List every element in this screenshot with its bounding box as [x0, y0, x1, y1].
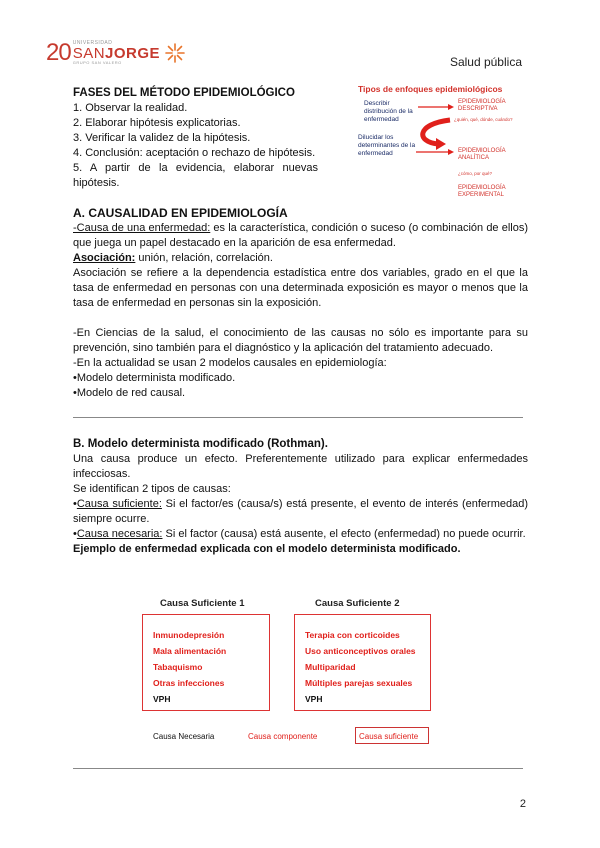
actualidad-paragraph: -En la actualidad se usan 2 modelos causales en epidemiología:	[73, 357, 387, 369]
enfoques-diagram	[350, 82, 530, 207]
divider	[73, 417, 523, 418]
diagram-descriptiva-note: ¿quién, qué, dónde, cuándo?	[454, 117, 513, 122]
asociacion-text: unión, relación, correlación.	[135, 252, 273, 264]
causalidad-section	[73, 206, 528, 401]
ciencias-paragraph: -En Ciencias de la salud, el conocimiento de las causas no sólo es importante para su prevención, sino también para el diagnóstico y la aplicación del tratamiento adecuado.	[73, 327, 528, 354]
diagram-left-top: Describir distribución de la enfermedad	[364, 100, 413, 123]
cs1-item: Tabaquismo	[153, 662, 203, 672]
asociacion-label: Asociación:	[73, 252, 136, 264]
sun-logo-icon	[164, 42, 186, 64]
legend-necesaria: Causa Necesaria	[153, 732, 215, 741]
logo-univ: UNIVERSIDAD	[72, 40, 113, 46]
causalidad-title: A. CAUSALIDAD EN EPIDEMIOLOGÍA	[73, 206, 288, 220]
suficiente-label: Causa suficiente:	[76, 498, 162, 510]
causa-text: es la característica, condición o suceso (o combinación de ellos) que juega un papel destacado en la aparición de esa enfermedad.	[73, 222, 528, 249]
arrow-head	[448, 104, 454, 110]
arrow-head	[448, 149, 454, 155]
fases-item: 3. Verificar la validez de la hipótesis.	[73, 132, 251, 144]
logo-name-light: SAN	[72, 45, 106, 62]
divider	[73, 768, 523, 769]
diagram-experimental: EPIDEMIOLOGÍA EXPERIMENTAL	[458, 185, 506, 198]
fases-section	[73, 86, 318, 191]
suficiente-text: Si el factor/es (causa/s) está presente, el evento de interés (enfermedad) siempre ocurre.	[73, 498, 528, 525]
asociacion-definition: Asociación se refiere a la dependencia estadística entre dos variables, grado en el que la tasa de enfermedad en personas con una determinada exposición es mayor o menos que la tasa de enfermedad en personas sin la exposición.	[73, 267, 528, 309]
cs2-item: Uso anticonceptivos orales	[305, 646, 416, 656]
fases-item: 5. A partir de la evidencia, elaborar nuevas hipótesis.	[73, 162, 318, 189]
causa-label: -Causa de una enfermedad:	[73, 222, 211, 234]
modelo-title: B. Modelo determinista modificado (Rothman).	[73, 438, 328, 450]
logo-sub: GRUPO SAN VALERO	[72, 60, 122, 65]
fases-item: 1. Observar la realidad.	[73, 102, 188, 114]
cs1-item: Otras infecciones	[153, 678, 225, 688]
university-logo	[46, 40, 186, 66]
cs1-item: Inmunodepresión	[153, 630, 225, 640]
curved-arrow-head	[436, 138, 446, 150]
cs2-item: VPH	[305, 694, 323, 704]
subject-title: Salud pública	[449, 55, 522, 69]
cs1-item: VPH	[153, 694, 171, 704]
fases-title: FASES DEL MÉTODO EPIDEMIOLÓGICO	[73, 87, 295, 99]
diagram-analitica: EPIDEMIOLOGÍA ANALÍTICA	[458, 148, 506, 161]
modelo-tipos: Se identifican 2 tipos de causas:	[73, 483, 231, 495]
modelo-bullet: •Modelo de red causal.	[73, 387, 186, 399]
legend-componente: Causa componente	[248, 732, 318, 741]
diagram-descriptiva: EPIDEMIOLOGÍA DESCRIPTIVA	[458, 99, 506, 112]
cs2-box	[294, 614, 431, 711]
ejemplo-heading: Ejemplo de enfermedad explicada con el modelo determinista modificado.	[73, 543, 461, 555]
necesaria-label: Causa necesaria:	[76, 528, 163, 540]
modelo-section: B. Modelo determinista modificado (Rothman). Una causa produce un efecto. Preferentemente utilizado para explicar enfermedades infecciosas. Se identifican 2 tipos de causas: •Causa suficiente: Si el factor/es (causa/s) está presente, el evento de interés (enfermedad) siempre ocurre. •Causa necesaria: Si el factor (causa) está ausente, el efecto (enfermedad) no puede ocurrir. Ejemplo de enfermedad explicada con el modelo determinista modificado.	[73, 438, 528, 555]
logo-name-bold: JORGE	[105, 45, 161, 62]
diagram-title: Tipos de enfoques epidemiológicos	[358, 84, 503, 94]
logo-number: 20	[46, 39, 71, 66]
diagram-left-bottom: Dilucidar los determinantes de la enfermedad	[358, 134, 416, 157]
necesaria-text: Si el factor (causa) está ausente, el efecto (enfermedad) no puede ocurrir.	[162, 528, 526, 540]
cs2-item: Multiparidad	[305, 662, 356, 672]
cs2-title: Causa Suficiente 2	[315, 598, 400, 609]
modelo-intro: Una causa produce un efecto. Preferentemente utilizado para explicar enfermedades infecciosas.	[73, 453, 528, 480]
modelo-bullet: •Modelo determinista modificado.	[73, 372, 236, 384]
cs1-item: Mala alimentación	[153, 646, 227, 656]
diagram-analitica-note: ¿cómo, por qué?	[458, 171, 493, 176]
cs2-item: Terapia con corticoides	[305, 630, 400, 640]
cs2-item: Múltiples parejas sexuales	[305, 678, 413, 688]
fases-item: 4. Conclusión: aceptación o rechazo de hipótesis.	[73, 147, 316, 159]
logo-name	[73, 46, 160, 61]
page-number: 2	[519, 798, 526, 810]
cs1-title: Causa Suficiente 1	[160, 598, 245, 609]
cs1-box	[142, 614, 270, 711]
fases-item: 2. Elaborar hipótesis explicatorias.	[73, 117, 241, 129]
legend-suficiente: Causa suficiente	[359, 732, 419, 741]
